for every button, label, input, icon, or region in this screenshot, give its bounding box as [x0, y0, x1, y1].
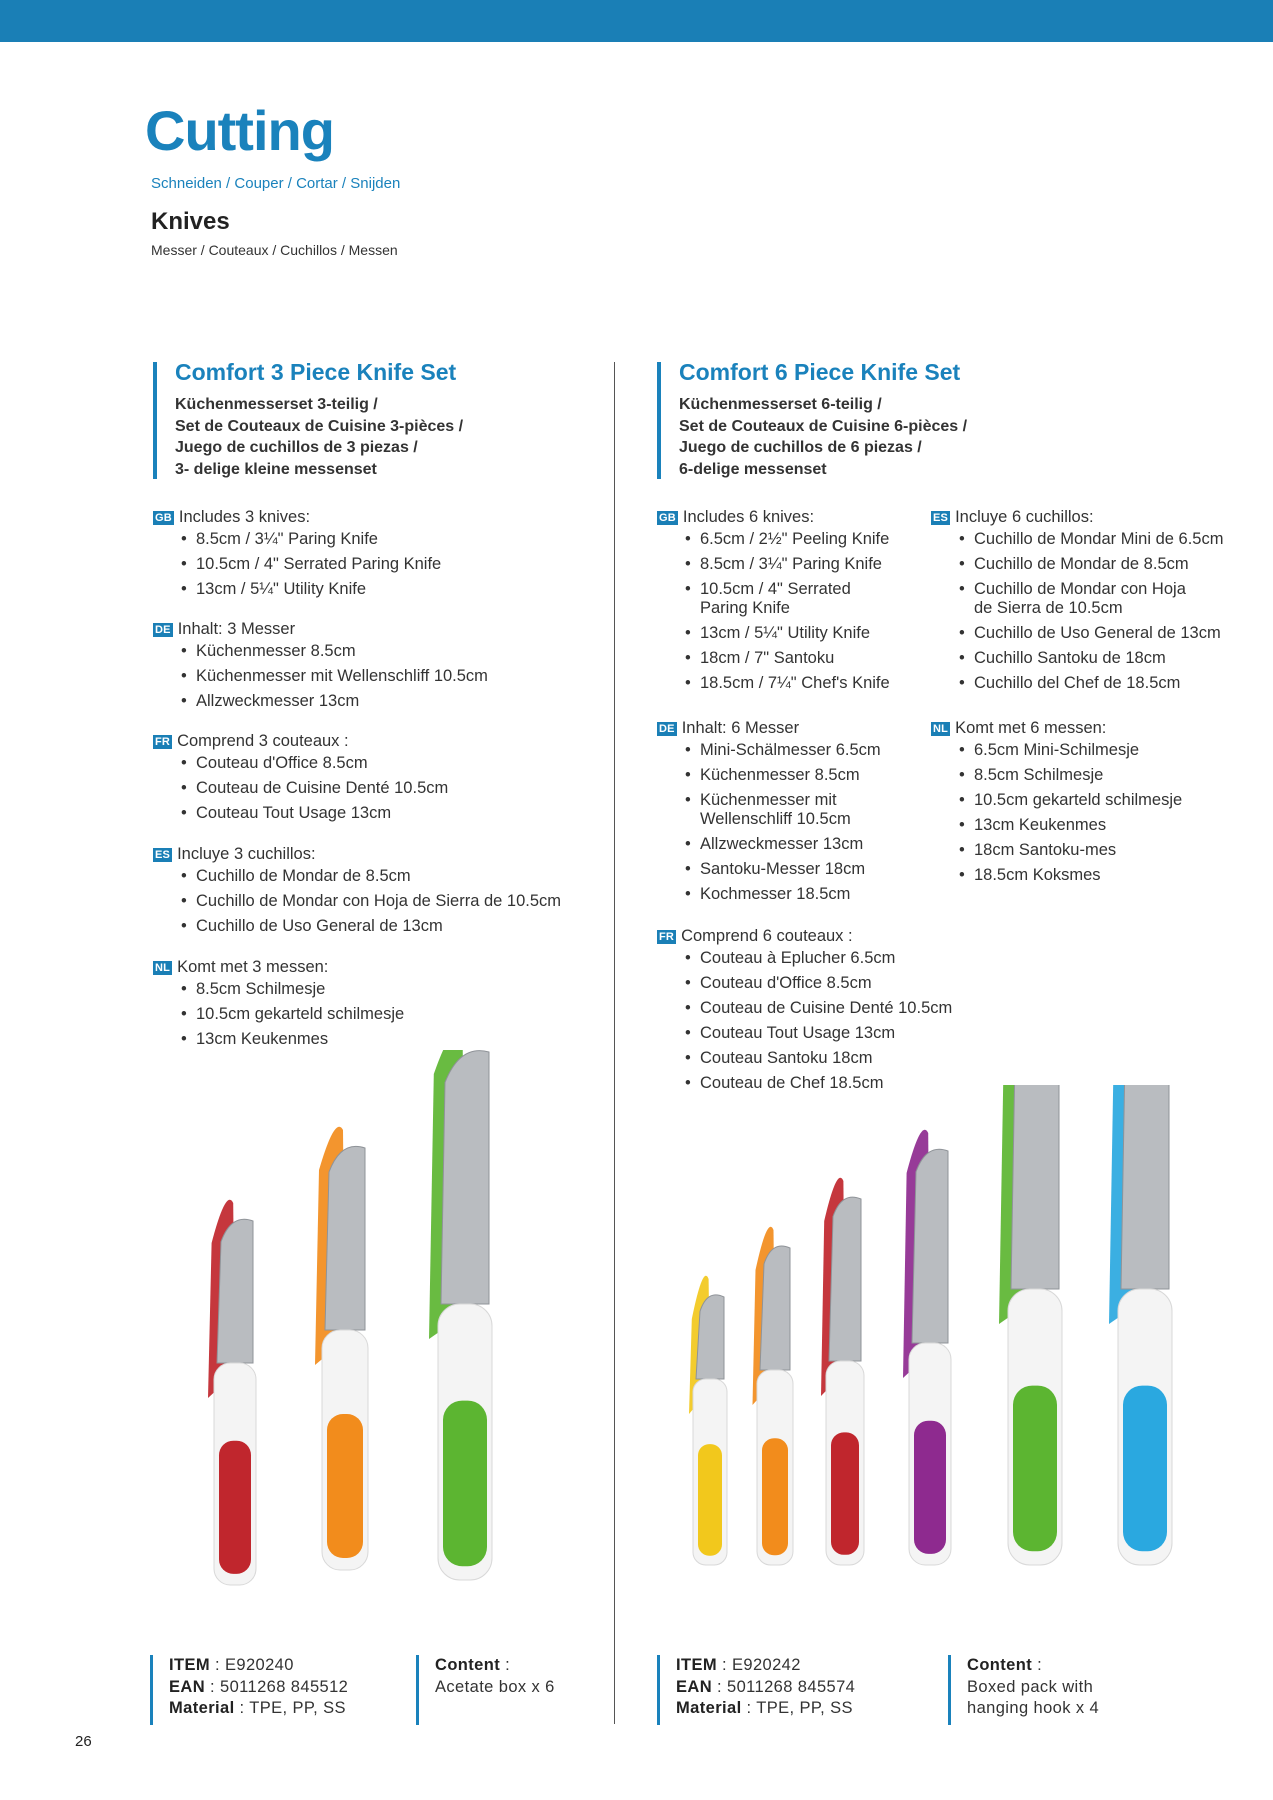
knife-list-item: • 13cm / 5¼" Utility Knife	[685, 624, 890, 643]
knife-list-item: • 8.5cm Schilmesje	[181, 980, 404, 999]
knife-list-item: • Couteau Tout Usage 13cm	[685, 1024, 952, 1043]
ean-number: 5011268 845512	[220, 1677, 349, 1696]
knife-grip	[1013, 1386, 1057, 1552]
knife-blade	[325, 1146, 365, 1330]
language-code-badge: FR	[659, 930, 675, 943]
knife-2	[315, 1127, 368, 1570]
language-code-badge: GB	[659, 511, 676, 524]
material-label: Material	[676, 1699, 742, 1717]
language-block-de	[153, 617, 488, 717]
ean-label: EAN	[169, 1677, 206, 1696]
content-label: Content	[967, 1656, 1033, 1674]
knife-list-item: • 8.5cm / 3¼" Paring Knife	[685, 555, 890, 574]
knife-list-item: • Couteau Santoku 18cm	[685, 1049, 952, 1068]
language-code-badge: DE	[155, 623, 171, 636]
item-number: E920242	[731, 1656, 801, 1674]
page-number: 26	[75, 1733, 92, 1750]
knife-grip	[327, 1414, 363, 1558]
product-3-knives-image	[180, 1050, 540, 1590]
language-block-nl	[153, 955, 404, 1055]
language-block-gb	[657, 505, 890, 699]
knife-list-item: • Santoku-Messer 18cm	[685, 860, 881, 879]
page-title: Cutting	[145, 99, 334, 162]
product-6-alt-name: Küchenmesserset 6-teilig /	[679, 396, 882, 413]
knife-list	[931, 530, 1223, 693]
language-heading-line	[153, 617, 488, 642]
knife-list-item: • Couteau de Chef 18.5cm	[685, 1074, 952, 1093]
language-block-es	[931, 505, 1223, 699]
language-block-es	[153, 842, 561, 942]
knife-list-item: • Kochmesser 18.5cm	[685, 885, 881, 904]
knife-list-item: • Couteau de Cuisine Denté 10.5cm	[685, 999, 952, 1018]
language-heading: Inhalt: 3 Messer	[177, 620, 296, 638]
product-6-alt-name: Juego de cuchillos de 6 piezas /	[679, 439, 922, 456]
column-divider	[614, 362, 615, 1724]
knife-list-item: • Cuchillo de Mondar Mini de 6.5cm	[959, 530, 1223, 549]
language-heading: Komt met 3 messen:	[177, 958, 329, 976]
material-value: TPE, PP, SS	[756, 1699, 853, 1717]
knife-list-item: • Couteau d'Office 8.5cm	[181, 754, 448, 773]
product-3-header	[153, 359, 464, 479]
language-heading-line	[153, 505, 441, 530]
knife-blade	[217, 1219, 253, 1363]
language-heading: Comprend 3 couteaux :	[177, 732, 349, 750]
knife-1	[208, 1200, 256, 1585]
ean-label: EAN	[676, 1677, 713, 1696]
knife-list	[153, 642, 488, 711]
product-6-content-block: Content : Boxed pack with hanging hook x 4	[948, 1655, 1099, 1725]
knife-blade	[912, 1149, 948, 1343]
knife-6	[1109, 1085, 1172, 1565]
knife-list-item: • Küchenmesser mit Wellenschliff 10.5cm	[181, 667, 488, 686]
content-value: Boxed pack with	[967, 1677, 1094, 1696]
section-subheading: Messer / Couteaux / Cuchillos / Messen	[151, 242, 398, 258]
knife-grip	[219, 1441, 251, 1574]
knife-grip	[914, 1421, 946, 1554]
knife-3	[429, 1050, 492, 1580]
content-label: Content	[435, 1656, 501, 1674]
knife-list-item: • Cuchillo del Chef de 18.5cm	[959, 674, 1223, 693]
knife-2	[753, 1227, 794, 1565]
language-heading: Includes 3 knives:	[178, 508, 311, 526]
knife-list-item: • Küchenmesser 8.5cm	[181, 642, 488, 661]
knife-list	[153, 754, 448, 823]
knife-list-item: • Couteau Tout Usage 13cm	[181, 804, 448, 823]
ean-number: 5011268 845574	[727, 1677, 856, 1696]
knife-list-item: • Cuchillo Santoku de 18cm	[959, 649, 1223, 668]
top-color-bar	[0, 0, 1273, 42]
knife-list-item: • Küchenmesser 8.5cm	[685, 766, 881, 785]
knife-blade	[829, 1197, 861, 1361]
knife-grip	[698, 1444, 722, 1556]
knife-list-item: • 18cm / 7" Santoku	[685, 649, 890, 668]
language-heading: Komt met 6 messen:	[955, 719, 1107, 737]
knife-list-item: • 13cm Keukenmes	[959, 816, 1182, 835]
product-3-content-block: Content : Acetate box x 6	[416, 1655, 555, 1725]
knife-list-item: • 18.5cm Koksmes	[959, 866, 1182, 885]
knife-blade	[1121, 1085, 1169, 1289]
language-heading: Comprend 6 couteaux :	[681, 927, 853, 945]
product-6-header	[657, 359, 968, 479]
knife-list-item: • Cuchillo de Mondar de 8.5cm	[959, 555, 1223, 574]
knife-list-item: • 6.5cm / 2½" Peeling Knife	[685, 530, 890, 549]
product-3-alt-name: Juego de cuchillos de 3 piezas /	[175, 439, 418, 456]
language-code-badge: FR	[155, 735, 171, 748]
knife-list	[931, 741, 1182, 885]
knife-blade	[441, 1051, 489, 1304]
section-heading: Knives	[151, 208, 230, 235]
knife-list-item: • Couteau à Eplucher 6.5cm	[685, 949, 952, 968]
knife-list-item: • 18cm Santoku-mes	[959, 841, 1182, 860]
item-label: ITEM	[169, 1656, 211, 1674]
language-heading: Incluye 6 cuchillos:	[955, 508, 1094, 526]
knife-list-item: • Cuchillo de Mondar con Hoja de Sierra de 10.5cm	[181, 892, 561, 911]
knife-list-item: • 10.5cm / 4" Serrated Paring Knife	[685, 580, 890, 618]
knife-list-item: • Cuchillo de Uso General de 13cm	[959, 624, 1223, 643]
content-value: hanging hook x 4	[967, 1699, 1100, 1717]
product-3-alt-name: 3- delige kleine messenset	[175, 460, 377, 478]
language-heading: Inhalt: 6 Messer	[681, 719, 800, 737]
knife-list-item: • Allzweckmesser 13cm	[181, 692, 488, 711]
knife-list-item: • Couteau d'Office 8.5cm	[685, 974, 952, 993]
knife-blade	[1011, 1085, 1059, 1289]
knife-list-item: • Allzweckmesser 13cm	[685, 835, 881, 854]
language-block-fr	[153, 729, 448, 829]
language-heading-line	[153, 955, 404, 980]
knife-list	[153, 867, 561, 936]
knife-list-item: • Couteau de Cuisine Denté 10.5cm	[181, 779, 448, 798]
knife-list-item: • 10.5cm gekarteld schilmesje	[959, 791, 1182, 810]
knife-list	[153, 530, 441, 599]
language-heading-line	[931, 505, 1223, 530]
knife-list	[657, 530, 890, 693]
knife-list-item: • 10.5cm / 4" Serrated Paring Knife	[181, 555, 441, 574]
product-6-spec-block: ITEM : E920242 EAN : 5011268 845574 Material : TPE, PP, SS	[657, 1655, 855, 1725]
language-heading: Incluye 3 cuchillos:	[177, 845, 316, 863]
knife-1	[689, 1276, 727, 1565]
language-code-badge: ES	[155, 848, 171, 861]
language-heading-line	[931, 716, 1182, 741]
language-heading: Includes 6 knives:	[682, 508, 815, 526]
knife-grip	[1123, 1386, 1167, 1552]
knife-list-item: • 13cm / 5¼" Utility Knife	[181, 580, 441, 599]
product-6-knives-image	[665, 1085, 1205, 1590]
product-3-alt-name: Set de Couteaux de Cuisine 3-pièces /	[175, 417, 464, 435]
language-block-nl	[931, 716, 1182, 891]
item-number: E920240	[224, 1656, 294, 1674]
language-heading-line	[153, 729, 448, 754]
knife-blade	[760, 1246, 790, 1370]
knife-list-item: • 6.5cm Mini-Schilmesje	[959, 741, 1182, 760]
page-subtitle: Schneiden / Couper / Cortar / Snijden	[151, 175, 401, 192]
knife-grip	[443, 1401, 487, 1567]
knife-3	[821, 1178, 864, 1565]
product-3-title: Comfort 3 Piece Knife Set	[175, 359, 457, 385]
product-3-spec-block: ITEM : E920240 EAN : 5011268 845512 Material : TPE, PP, SS	[150, 1655, 348, 1725]
product-6-alt-name: Set de Couteaux de Cuisine 6-pièces /	[679, 417, 968, 435]
content-value: Acetate box x 6	[435, 1677, 555, 1696]
language-code-badge: NL	[933, 722, 949, 735]
language-code-badge: GB	[155, 511, 172, 524]
language-heading-line	[657, 924, 952, 949]
knife-5	[999, 1085, 1062, 1565]
material-label: Material	[169, 1699, 235, 1717]
item-label: ITEM	[676, 1656, 718, 1674]
knife-list-item: • 18.5cm / 7¼" Chef's Knife	[685, 674, 890, 693]
knife-4	[903, 1130, 951, 1565]
language-heading-line	[657, 505, 890, 530]
language-heading-line	[657, 716, 881, 741]
language-code-badge: DE	[659, 722, 675, 735]
language-code-badge: ES	[933, 511, 949, 524]
language-heading-line	[153, 842, 561, 867]
knife-list-item: • 8.5cm Schilmesje	[959, 766, 1182, 785]
knife-list-item: • 8.5cm / 3¼" Paring Knife	[181, 530, 441, 549]
knife-list-item: • Mini-Schälmesser 6.5cm	[685, 741, 881, 760]
knife-list-item: • Küchenmesser mit Wellenschliff 10.5cm	[685, 791, 881, 829]
language-block-gb	[153, 505, 441, 605]
product-3-alt-name: Küchenmesserset 3-teilig /	[175, 396, 378, 413]
material-value: TPE, PP, SS	[249, 1699, 346, 1717]
knife-list-item: • 13cm Keukenmes	[181, 1030, 404, 1049]
language-block-fr	[657, 924, 952, 1099]
language-code-badge: NL	[155, 961, 171, 974]
product-6-title: Comfort 6 Piece Knife Set	[679, 359, 961, 385]
knife-list-item: • Cuchillo de Mondar con Hoja de Sierra de 10.5cm	[959, 580, 1223, 618]
knife-list	[657, 741, 881, 904]
knife-list	[657, 949, 952, 1093]
knife-grip	[831, 1432, 859, 1554]
knife-list-item: • Cuchillo de Uso General de 13cm	[181, 917, 561, 936]
knife-list	[153, 980, 404, 1049]
language-block-de	[657, 716, 881, 910]
knife-list-item: • 10.5cm gekarteld schilmesje	[181, 1005, 404, 1024]
knife-list-item: • Cuchillo de Mondar de 8.5cm	[181, 867, 561, 886]
product-6-alt-name: 6-delige messenset	[679, 460, 827, 478]
knife-grip	[762, 1438, 788, 1555]
